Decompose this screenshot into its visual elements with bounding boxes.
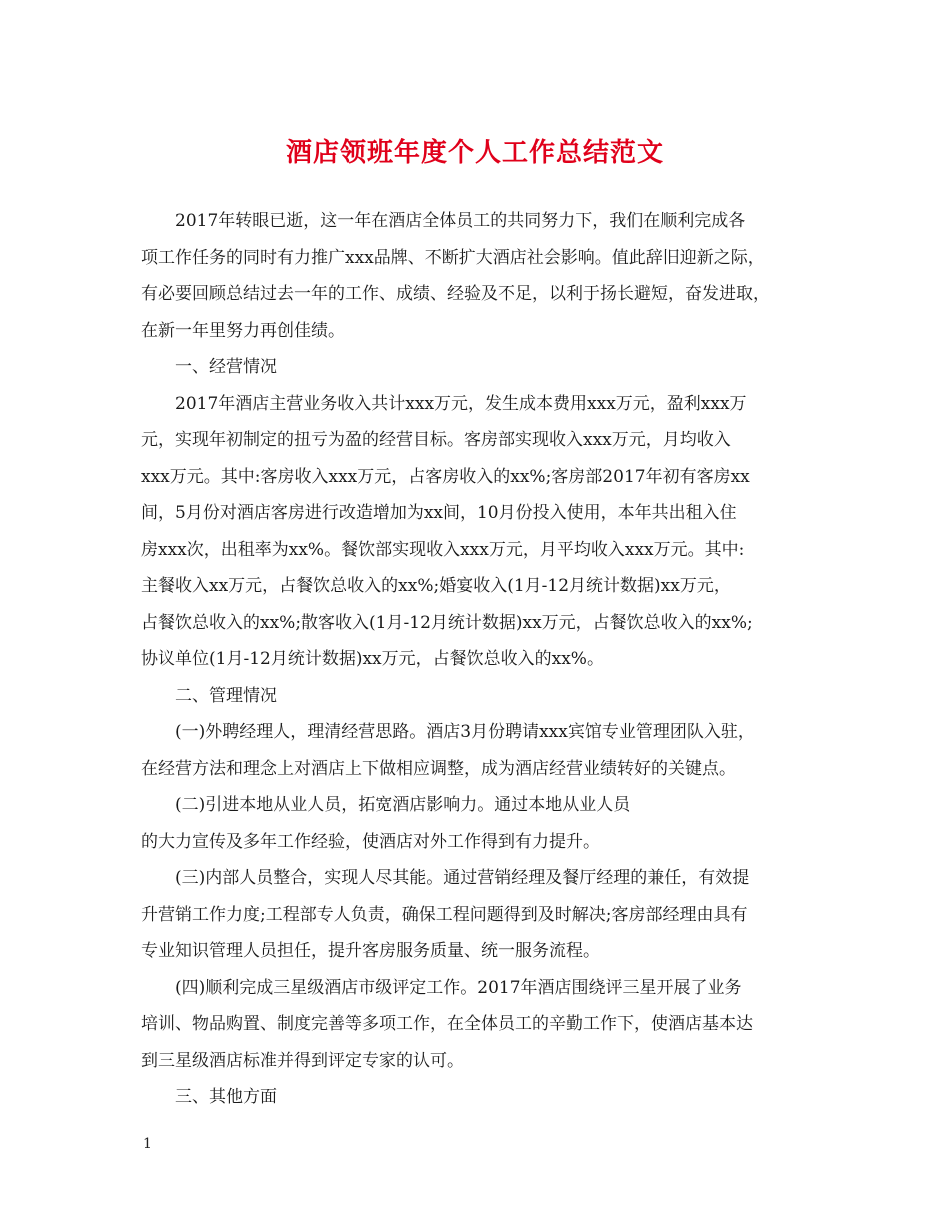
paragraph-line: 升营销工作力度;工程部专人负责，确保工程问题得到及时解决;客房部经理由具有	[141, 904, 748, 925]
paragraph-line: 房xxx次，出租率为xx%。餐饮部实现收入xxx万元，月平均收入xxx万元。其中:	[141, 539, 745, 560]
paragraph-line: 在新一年里努力再创佳绩。	[141, 320, 345, 341]
paragraph-line: 间，5月份对酒店客房进行改造增加为xx间，10月份投入使用，本年共出租入住	[141, 503, 737, 523]
paragraph-line: 主餐收入xx万元，占餐饮总收入的xx%;婚宴收入(1月-12月统计数据)xx万元，	[141, 576, 731, 596]
paragraph-line: 2017年转眼已逝，这一年在酒店全体员工的共同努力下，我们在顺利完成各	[175, 211, 746, 231]
section-heading: 一、经营情况	[175, 357, 277, 377]
paragraph-line: 项工作任务的同时有力推广xxx品牌、不断扩大酒店社会影响。值此辞旧迎新之际，	[141, 247, 765, 268]
paragraph-line: (二)引进本地从业人员，拓宽酒店影响力。通过本地从业人员	[175, 795, 631, 815]
document-title: 酒店领班年度个人工作总结范文	[285, 138, 664, 168]
section-heading: 二、管理情况	[175, 685, 277, 706]
paragraph-line: 有必要回顾总结过去一年的工作、成绩、经验及不足，以利于扬长避短，奋发进取，	[141, 284, 770, 304]
paragraph-line: 协议单位(1月-12月统计数据)xx万元，占餐饮总收入的xx%。	[141, 649, 604, 669]
paragraph-line: 元，实现年初制定的扭亏为盈的经营目标。客房部实现收入xxx万元，月均收入	[141, 430, 731, 450]
paragraph-line: (一)外聘经理人，理清经营思路。酒店3月份聘请xxx宾馆专业管理团队入驻，	[175, 722, 755, 742]
paragraph-line: 占餐饮总收入的xx%;散客收入(1月-12月统计数据)xx万元，占餐饮总收入的xx%;	[141, 612, 753, 633]
paragraph-line: 的大力宣传及多年工作经验，使酒店对外工作得到有力提升。	[141, 831, 600, 852]
paragraph-line: 培训、物品购置、制度完善等多项工作，在全体员工的辛勤工作下，使酒店基本达	[141, 1014, 753, 1034]
page-number: 1	[143, 1136, 152, 1152]
paragraph-line: 在经营方法和理念上对酒店上下做相应调整，成为酒店经营业绩转好的关键点。	[141, 758, 736, 779]
section-heading: 三、其他方面	[175, 1087, 277, 1107]
paragraph-line: xxx万元。其中:客房收入xxx万元，占客房收入的xx%;客房部2017年初有客房xx	[141, 466, 750, 487]
paragraph-line: 到三星级酒店标准并得到评定专家的认可。	[141, 1050, 464, 1071]
paragraph-line: 专业知识管理人员担任，提升客房服务质量、统一服务流程。	[141, 941, 600, 961]
paragraph-line: 2017年酒店主营业务收入共计xxx万元，发生成本费用xxx万元，盈利xxx万	[175, 393, 747, 414]
paragraph-line: (三)内部人员整合，实现人尽其能。通过营销经理及餐厅经理的兼任，有效提	[175, 868, 750, 888]
paragraph-line: (四)顺利完成三星级酒店市级评定工作。2017年酒店围绕评三星开展了业务	[175, 977, 742, 998]
document-body	[141, 203, 816, 1116]
